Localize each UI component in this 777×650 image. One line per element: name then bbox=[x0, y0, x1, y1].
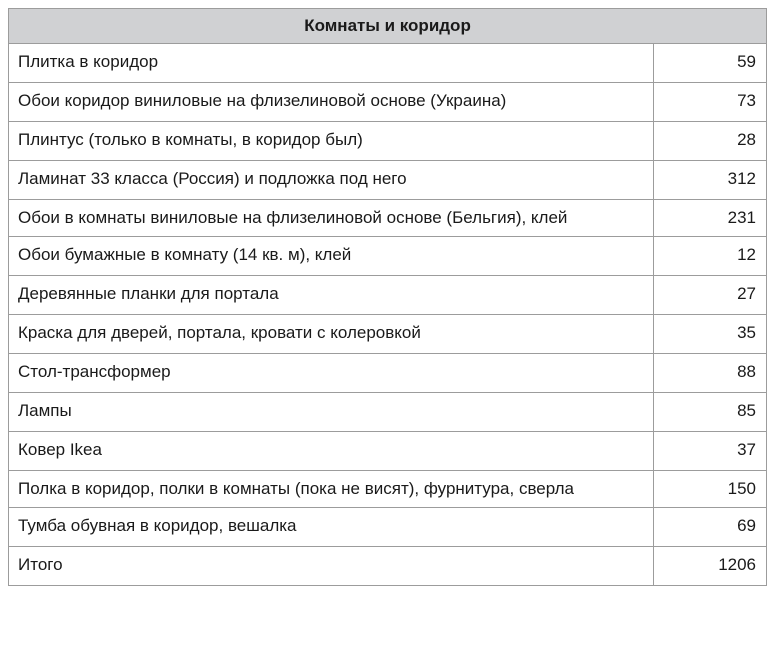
total-label: Итого bbox=[9, 547, 654, 586]
item-amount: 27 bbox=[654, 276, 767, 315]
table-row bbox=[9, 122, 767, 161]
item-name: Деревянные планки для портала bbox=[9, 276, 654, 315]
item-name: Стол-трансформер bbox=[9, 354, 654, 393]
table-title: Комнаты и коридор bbox=[9, 9, 767, 44]
item-name: Обои в комнаты виниловые на флизелиновой основе (Бельгия), клей bbox=[9, 200, 654, 237]
total-row bbox=[9, 547, 767, 586]
item-amount: 231 bbox=[654, 200, 767, 237]
table-row bbox=[9, 44, 767, 83]
item-amount: 59 bbox=[654, 44, 767, 83]
item-amount: 35 bbox=[654, 315, 767, 354]
item-amount: 69 bbox=[654, 508, 767, 547]
expense-table-container bbox=[8, 8, 766, 586]
item-amount: 73 bbox=[654, 83, 767, 122]
item-name: Ковер Ikea bbox=[9, 432, 654, 471]
table-row bbox=[9, 237, 767, 276]
item-name: Лампы bbox=[9, 393, 654, 432]
item-name: Ламинат 33 класса (Россия) и подложка под него bbox=[9, 161, 654, 200]
item-amount: 85 bbox=[654, 393, 767, 432]
item-name: Тумба обувная в коридор, вешалка bbox=[9, 508, 654, 547]
item-amount: 28 bbox=[654, 122, 767, 161]
item-amount: 150 bbox=[654, 471, 767, 508]
item-amount: 88 bbox=[654, 354, 767, 393]
table-row bbox=[9, 276, 767, 315]
item-name: Плинтус (только в комнаты, в коридор был) bbox=[9, 122, 654, 161]
table-row bbox=[9, 354, 767, 393]
table-row bbox=[9, 432, 767, 471]
table-row bbox=[9, 161, 767, 200]
item-amount: 37 bbox=[654, 432, 767, 471]
item-name: Обои коридор виниловые на флизелиновой основе (Украина) bbox=[9, 83, 654, 122]
item-name: Обои бумажные в комнату (14 кв. м), клей bbox=[9, 237, 654, 276]
item-name: Плитка в коридор bbox=[9, 44, 654, 83]
table-row bbox=[9, 200, 767, 237]
table-row bbox=[9, 508, 767, 547]
table-row bbox=[9, 315, 767, 354]
total-amount: 1206 bbox=[654, 547, 767, 586]
table-row bbox=[9, 471, 767, 508]
item-name: Краска для дверей, портала, кровати с колеровкой bbox=[9, 315, 654, 354]
item-name: Полка в коридор, полки в комнаты (пока не висят), фурнитура, сверла bbox=[9, 471, 654, 508]
table-row bbox=[9, 393, 767, 432]
item-amount: 12 bbox=[654, 237, 767, 276]
item-amount: 312 bbox=[654, 161, 767, 200]
table-header-row bbox=[9, 9, 767, 44]
table-row bbox=[9, 83, 767, 122]
expense-table bbox=[8, 8, 767, 586]
